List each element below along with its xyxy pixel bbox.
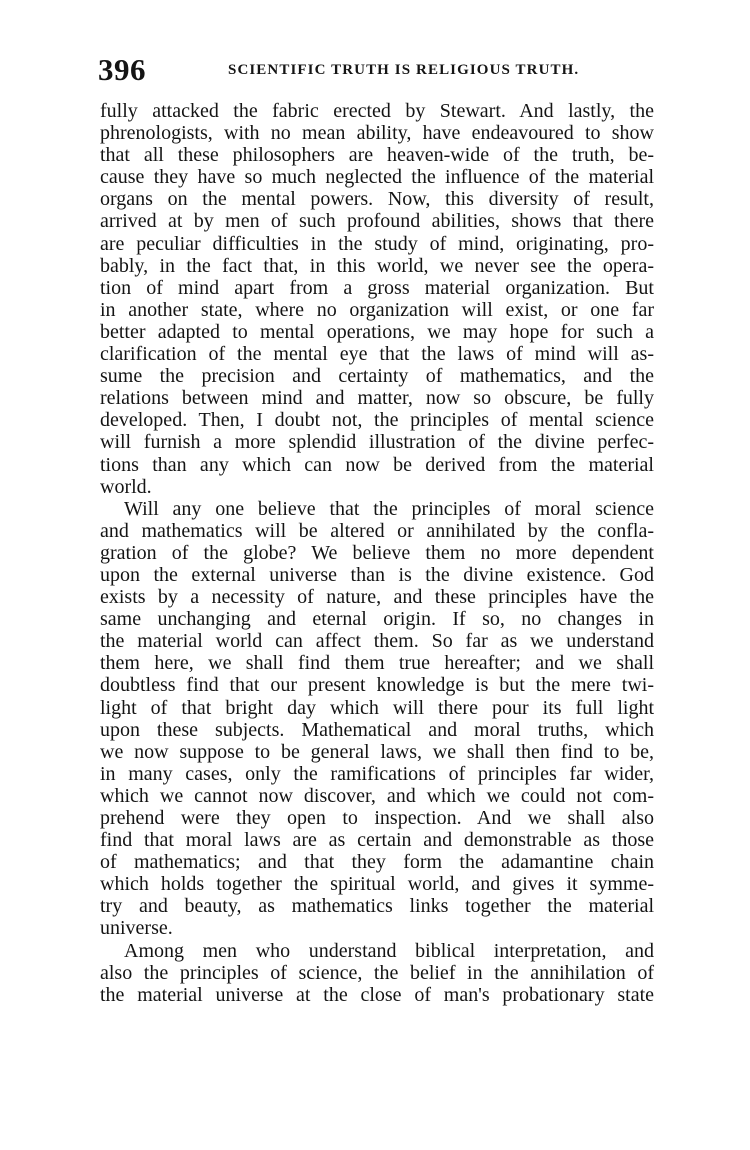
- text-line: gration of the globe? We believe them no more dependent: [100, 541, 654, 564]
- text-line: that all these philosophers are heaven-wide of the truth, be-: [100, 144, 654, 167]
- body-text: [100, 100, 654, 1006]
- page-number: 396: [98, 52, 146, 87]
- text-line: them here, we shall find them true hereafter; and we shall: [100, 652, 654, 675]
- text-line: tions than any which can now be derived from the material: [100, 453, 654, 476]
- text-line: upon these subjects. Mathematical and moral truths, which: [100, 718, 654, 741]
- text-line: arrived at by men of such profound abilities, shows that there: [100, 210, 654, 233]
- text-line: light of that bright day which will there pour its full light: [100, 696, 654, 719]
- text-line: and mathematics will be altered or annihilated by the confla-: [100, 519, 654, 542]
- text-line: exists by a necessity of nature, and these principles have the: [100, 586, 654, 609]
- text-line: of mathematics; and that they form the adamantine chain: [100, 851, 654, 874]
- text-line: Among men who understand biblical interpretation, and: [124, 939, 654, 962]
- text-line: phrenologists, with no mean ability, have endeavoured to show: [100, 122, 654, 145]
- text-line: in many cases, only the ramifications of principles far wider,: [100, 762, 654, 785]
- text-line: cause they have so much neglected the influence of the material: [100, 166, 654, 189]
- text-line: doubtless find that our present knowledge is but the mere twi-: [100, 674, 654, 697]
- paragraph: [100, 498, 654, 940]
- text-line: which holds together the spiritual world, and gives it symme-: [100, 873, 654, 896]
- paragraph: [100, 100, 654, 498]
- text-line: try and beauty, as mathematics links together the material: [100, 895, 654, 918]
- text-line: are peculiar difficulties in the study of mind, originating, pro-: [100, 232, 654, 255]
- text-line: universe.: [100, 917, 173, 940]
- text-line: developed. Then, I doubt not, the principles of mental science: [100, 409, 654, 432]
- text-line: same unchanging and eternal origin. If so, no changes in: [100, 608, 654, 631]
- text-line: tion of mind apart from a gross material organization. But: [100, 276, 654, 299]
- text-line: also the principles of science, the belief in the annihilation of: [100, 961, 654, 984]
- paragraph: [100, 940, 654, 1006]
- text-line: the material world can affect them. So far as we understand: [100, 630, 654, 653]
- running-head: [98, 52, 658, 88]
- text-line: fully attacked the fabric erected by Stewart. And lastly, the: [100, 100, 654, 122]
- text-line: we now suppose to be general laws, we shall then find to be,: [100, 740, 654, 763]
- text-line: Will any one believe that the principles of moral science: [124, 497, 654, 520]
- text-line: world.: [100, 475, 152, 498]
- text-line: upon the external universe than is the divine existence. God: [100, 563, 654, 586]
- text-line: prehend were they open to inspection. And we shall also: [100, 807, 654, 829]
- text-line: relations between mind and matter, now so obscure, be fully: [100, 387, 654, 410]
- text-line: will furnish a more splendid illustration of the divine perfec-: [100, 431, 654, 454]
- text-line: organs on the mental powers. Now, this diversity of result,: [100, 188, 654, 211]
- running-title: SCIENTIFIC TRUTH IS RELIGIOUS TRUTH.: [228, 62, 580, 78]
- text-line: the material universe at the close of man's probationary state: [100, 983, 654, 1006]
- text-line: better adapted to mental operations, we may hope for such a: [100, 320, 654, 343]
- text-line: sume the precision and certainty of mathematics, and the: [100, 365, 654, 388]
- text-line: clarification of the mental eye that the laws of mind will as-: [100, 343, 654, 366]
- text-line: which we cannot now discover, and which we could not com-: [100, 784, 654, 807]
- text-line: in another state, where no organization will exist, or one far: [100, 298, 654, 321]
- text-line: bably, in the fact that, in this world, we never see the opera-: [100, 254, 654, 277]
- text-line: find that moral laws are as certain and demonstrable as those: [100, 829, 654, 852]
